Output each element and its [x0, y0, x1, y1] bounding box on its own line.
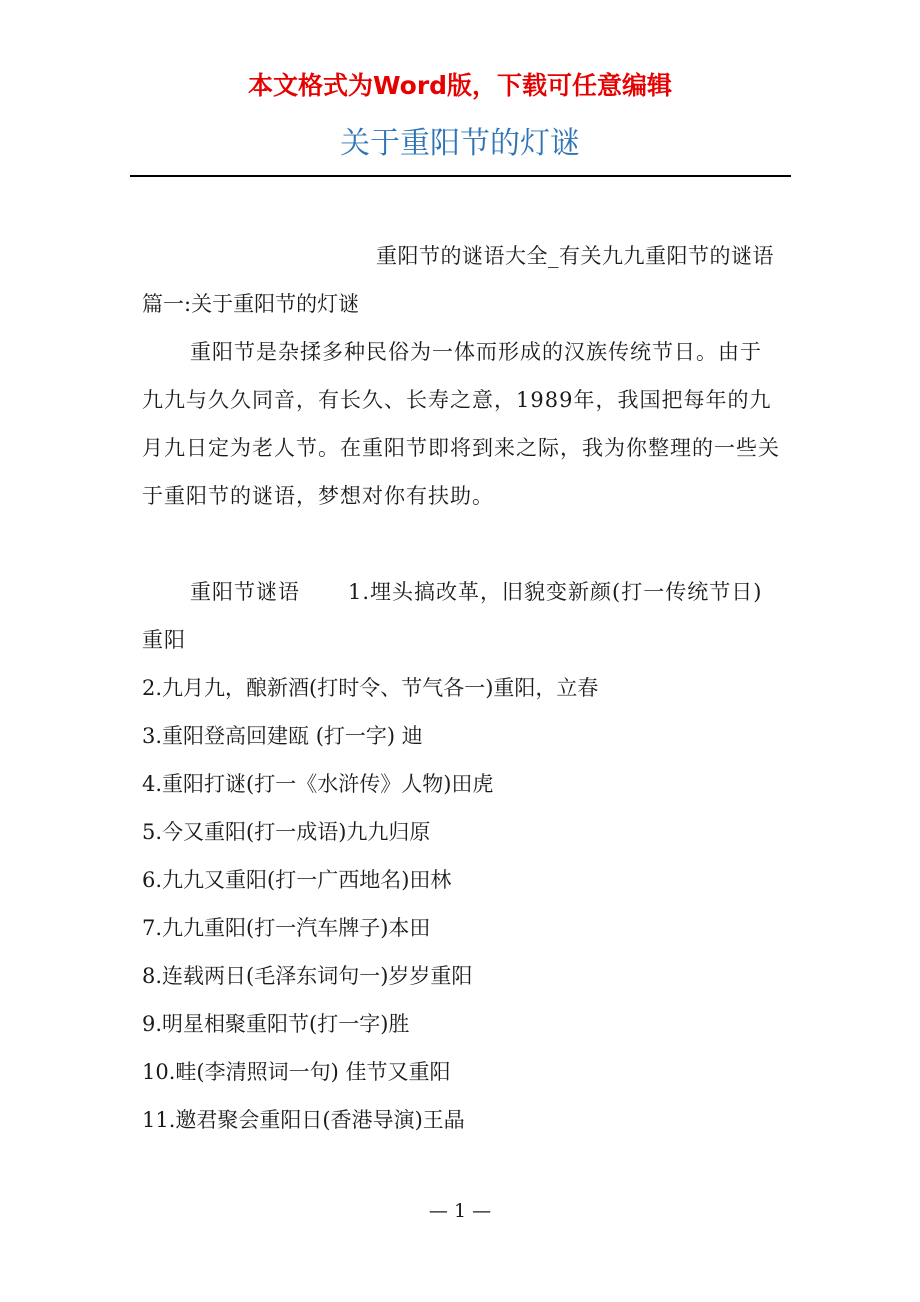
riddle-first [142, 568, 782, 664]
riddle-item: 9.明星相聚重阳节(打一字)胜 [142, 1012, 410, 1036]
document-title: 关于重阳节的灯谜 [340, 126, 580, 161]
document-body [142, 232, 782, 1144]
riddle-item: 6.九九又重阳(打一广西地名)田林 [142, 868, 452, 892]
blank-line [142, 520, 782, 568]
riddle-item: 4.重阳打谜(打一《水浒传》人物)田虎 [142, 772, 494, 796]
riddle-item: 5.今又重阳(打一成语)九九归原 [142, 820, 431, 844]
download-banner: 本文格式为Word版，下载可任意编辑 [247, 71, 673, 100]
riddle-item: 2.九月九，酿新酒(打时令、节气各一)重阳，立春 [142, 676, 599, 700]
riddle-item: 7.九九重阳(打一汽车牌子)本田 [142, 916, 431, 940]
riddle-item: 10.畦(李清照词一句) 佳节又重阳 [142, 1060, 451, 1084]
riddle-item: 3.重阳登高回建瓯 (打一字) 迪 [142, 724, 423, 748]
riddle-item: 8.连载两日(毛泽东词句一)岁岁重阳 [142, 964, 473, 988]
riddles-label: 重阳节谜语 [190, 580, 300, 604]
riddle-item: 11.邀君聚会重阳日(香港导演)王晶 [142, 1108, 465, 1132]
subtitle: 重阳节的谜语大全_有关九九重阳节的谜语 [376, 244, 774, 268]
page-number: — 1 — [428, 1200, 492, 1222]
title-divider [130, 175, 791, 177]
section-heading: 篇一:关于重阳节的灯谜 [142, 292, 360, 316]
riddle-item: 1.埋头搞改革，旧貌变新颜(打一传统节日)重阳 [142, 580, 763, 652]
intro-paragraph: 重阳节是杂揉多种民俗为一体而形成的汉族传统节日。由于九九与久久同音，有长久、长寿之意，1989年，我国把每年的九月九日定为老人节。在重阳节即将到来之际，我为你整理的一些关于重阳节的谜语，梦想对你有扶助。 [142, 340, 780, 508]
